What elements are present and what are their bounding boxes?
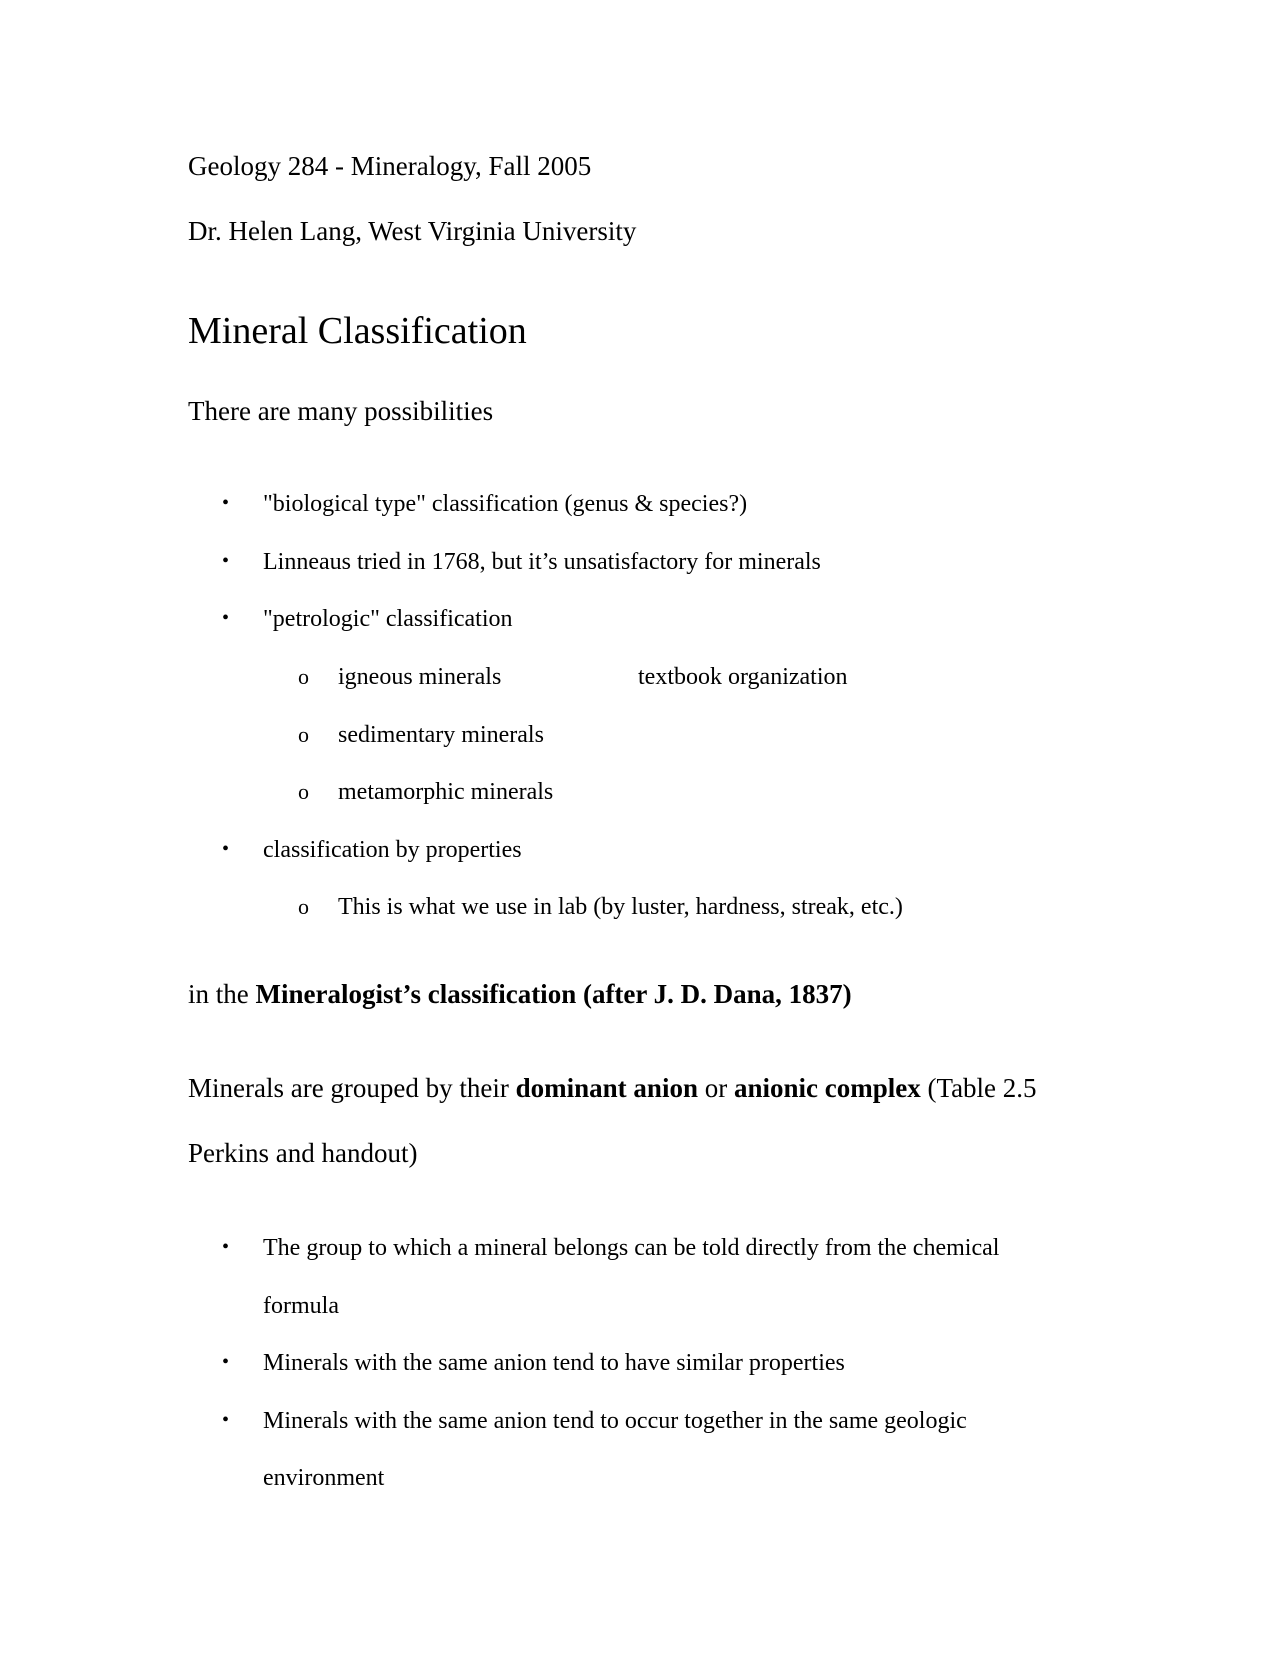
- dana-prefix: in the: [188, 979, 256, 1009]
- list-item: [222, 1236, 999, 1260]
- list-item-text: Linneaus tried in 1768, but it’s unsatisfactory for minerals: [263, 549, 821, 575]
- list-item: [222, 550, 821, 574]
- list-item-text: Minerals with the same anion tend to occur together in the same geologic: [263, 1408, 967, 1434]
- list-item: [222, 492, 747, 516]
- sub-list-item-text: metamorphic minerals: [338, 779, 554, 805]
- bullet-icon: •: [222, 492, 230, 514]
- list-item-text: Minerals with the same anion tend to have similar properties: [263, 1350, 845, 1376]
- bullet-icon: •: [222, 838, 230, 860]
- textbook-note: textbook organization: [638, 664, 848, 690]
- dominant-anion-term: dominant anion: [515, 1073, 698, 1103]
- paragraph-text: Minerals are grouped by their: [188, 1073, 516, 1103]
- list-item-text: classification by properties: [263, 837, 522, 863]
- list-item-text: "biological type" classification (genus & species?): [263, 491, 748, 517]
- dana-heading: [188, 981, 852, 1008]
- list-item-continuation: formula: [263, 1293, 339, 1319]
- sub-list-item: [298, 665, 501, 689]
- bullet-icon: •: [222, 1351, 230, 1373]
- anion-paragraph-line2: Perkins and handout): [188, 1138, 418, 1168]
- course-header: Geology 284 - Mineralogy, Fall 2005: [188, 151, 592, 181]
- instructor-line: Dr. Helen Lang, West Virginia University: [188, 216, 637, 246]
- anion-paragraph: [188, 1075, 1037, 1102]
- sub-list-item-text: This is what we use in lab (by luster, hardness, streak, etc.): [338, 894, 903, 920]
- list-item-text: The group to which a mineral belongs can be told directly from the chemical: [263, 1235, 1000, 1261]
- paragraph-text: or: [697, 1073, 734, 1103]
- list-item-continuation: environment: [263, 1465, 385, 1491]
- paragraph-text: (Table 2.5: [920, 1073, 1037, 1103]
- bullet-icon: •: [222, 607, 230, 629]
- list-item: [222, 1351, 845, 1375]
- list-item: [222, 607, 513, 631]
- sub-list-item: [298, 780, 553, 804]
- circle-bullet-icon: o: [298, 894, 309, 919]
- list-item: [222, 838, 522, 862]
- list-item-text: "petrologic" classification: [263, 606, 513, 632]
- bullet-icon: •: [222, 550, 230, 572]
- sub-list-item: [298, 723, 544, 747]
- circle-bullet-icon: o: [298, 722, 309, 747]
- bullet-icon: •: [222, 1409, 230, 1431]
- intro-text: There are many possibilities: [188, 396, 494, 426]
- bullet-icon: •: [222, 1236, 230, 1258]
- sub-list-item-text: sedimentary minerals: [338, 722, 544, 748]
- sub-list-item: [298, 895, 903, 919]
- dana-bold: Mineralogist’s classification (after J. D. Dana, 1837): [255, 979, 852, 1009]
- page-title: Mineral Classification: [188, 310, 527, 352]
- sub-list-item-text: igneous minerals: [338, 664, 502, 690]
- circle-bullet-icon: o: [298, 664, 309, 689]
- list-item: [222, 1409, 967, 1433]
- anionic-complex-term: anionic complex: [733, 1073, 921, 1103]
- circle-bullet-icon: o: [298, 779, 309, 804]
